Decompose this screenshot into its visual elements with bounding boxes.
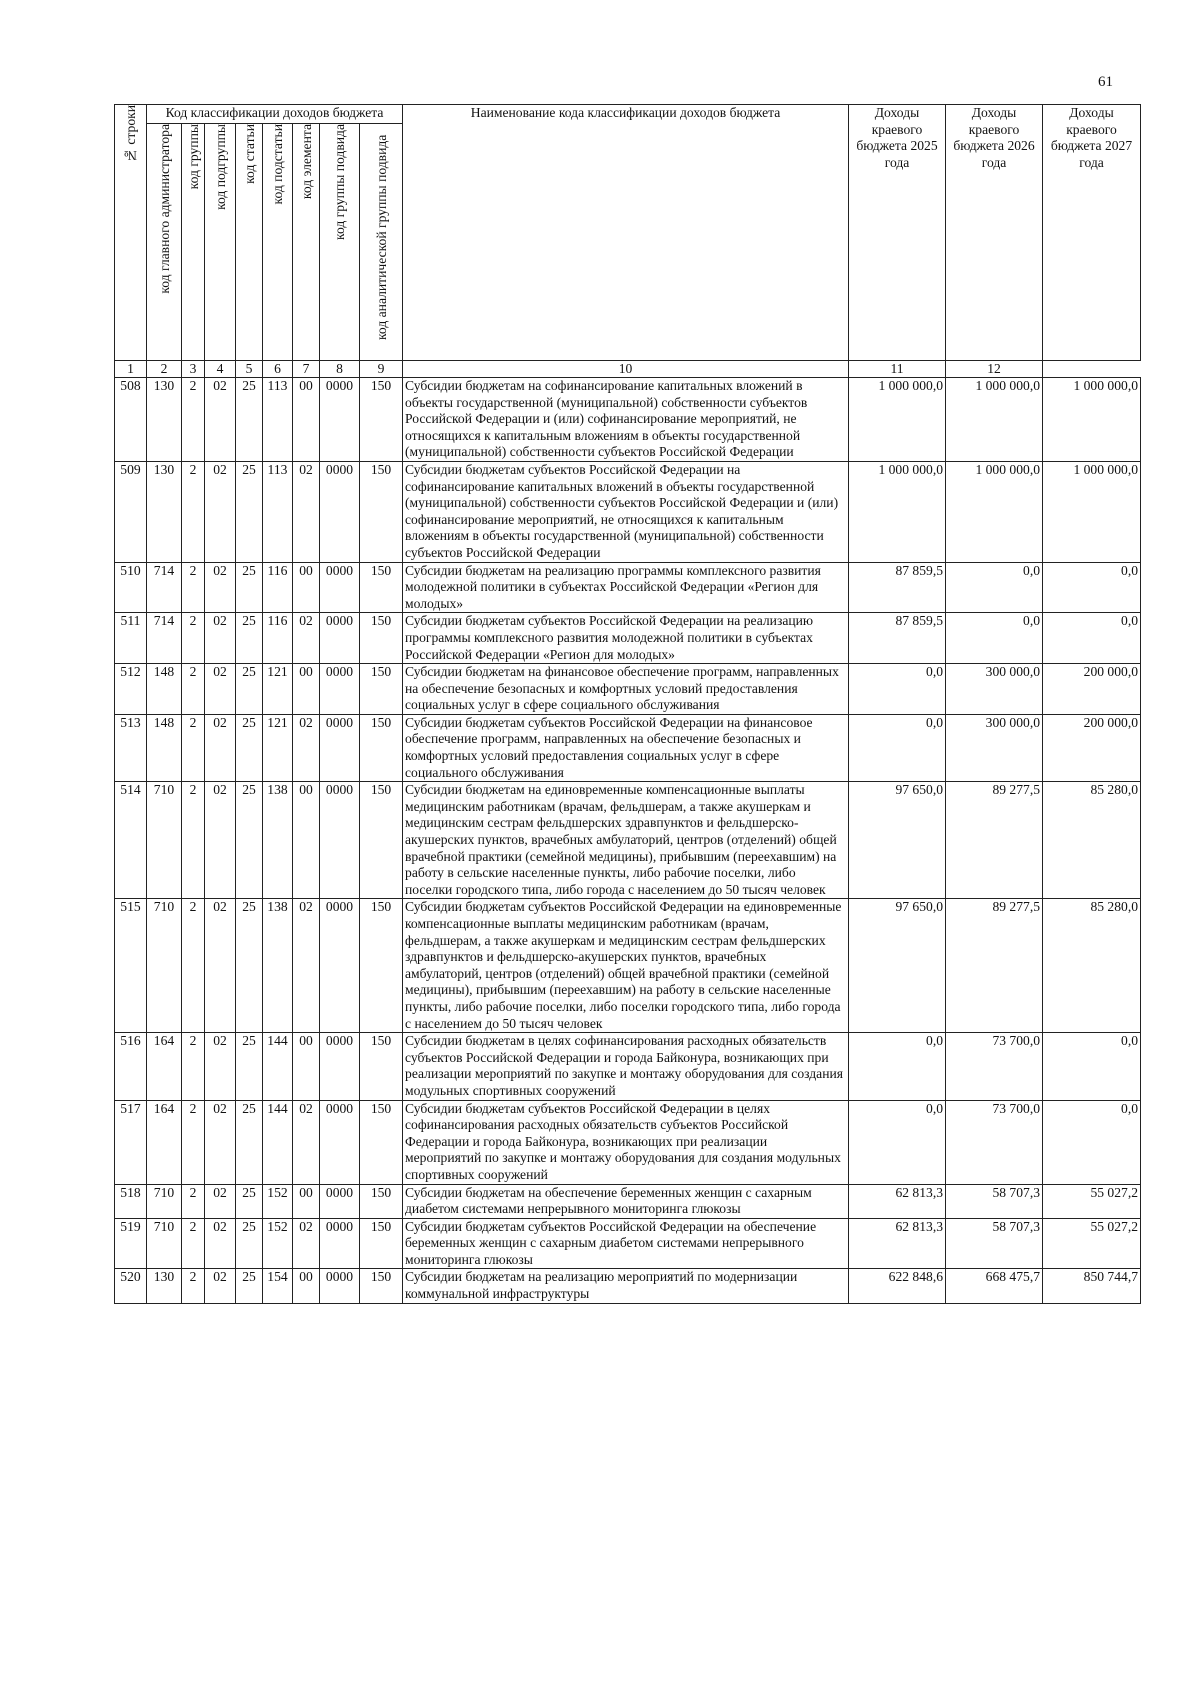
cell-code-analytic-group: 150 [360,899,403,1033]
cell-code-element: 00 [293,1184,320,1218]
table-row [115,1218,1141,1269]
cell-code-element: 02 [293,1218,320,1269]
column-number: 5 [236,361,263,378]
cell-code-subgroup: 02 [205,1269,236,1303]
cell-code-subgroup: 02 [205,1100,236,1184]
cell-income-2027: 0,0 [1043,613,1141,664]
header-income-2027: Доходы краевого бюджета 2027 года [1043,105,1141,361]
cell-code-element: 00 [293,378,320,462]
cell-code-subtype-group: 0000 [320,378,360,462]
cell-income-2027: 55 027,2 [1043,1184,1141,1218]
cell-code-group: 2 [182,1184,205,1218]
table-body [115,378,1141,1304]
cell-code-element: 02 [293,1100,320,1184]
page-number: 61 [1098,74,1113,90]
cell-code-group: 2 [182,782,205,899]
cell-income-2027: 850 744,7 [1043,1269,1141,1303]
cell-code-subgroup: 02 [205,1033,236,1100]
cell-code-subtype-group: 0000 [320,714,360,781]
cell-income-2026: 73 700,0 [946,1100,1043,1184]
cell-income-2026: 300 000,0 [946,664,1043,715]
cell-code-subarticle: 144 [263,1100,293,1184]
cell-code-analytic-group: 150 [360,1269,403,1303]
column-number: 1 [115,361,147,378]
header-code-subgroup: код подгруппы [205,124,236,361]
row-number: 519 [115,1218,147,1269]
cell-income-2027: 200 000,0 [1043,664,1141,715]
cell-code-subarticle: 154 [263,1269,293,1303]
cell-code-analytic-group: 150 [360,1218,403,1269]
cell-code-analytic-group: 150 [360,461,403,562]
row-number: 516 [115,1033,147,1100]
cell-code-article: 25 [236,461,263,562]
cell-code-subarticle: 113 [263,461,293,562]
cell-income-2027: 85 280,0 [1043,782,1141,899]
cell-income-2026: 0,0 [946,562,1043,613]
row-number: 520 [115,1269,147,1303]
cell-code-element: 00 [293,1033,320,1100]
cell-code-admin: 710 [147,899,182,1033]
header-code-subarticle: код подстатьи [263,124,293,361]
cell-name: Субсидии бюджетам субъектов Российской Федерации на реализацию программы комплексного развития молодежной политики в субъектах Российской Федерации «Регион для молодых» [403,613,849,664]
table-row [115,782,1141,899]
cell-income-2027: 0,0 [1043,1100,1141,1184]
cell-code-group: 2 [182,461,205,562]
table-row [115,461,1141,562]
row-number: 514 [115,782,147,899]
cell-code-subtype-group: 0000 [320,899,360,1033]
cell-code-subtype-group: 0000 [320,664,360,715]
cell-code-article: 25 [236,1218,263,1269]
cell-code-analytic-group: 150 [360,714,403,781]
cell-code-subarticle: 144 [263,1033,293,1100]
cell-name: Субсидии бюджетам субъектов Российской Федерации на единовременные компенсационные выплаты медицинским работникам (врачам, фельдшерам, а также акушеркам и медицинским сестрам фельдшерских здравпунктов и фельдшерско-акушерских пунктов, врачебных амбулаторий, центров (отделений) общей врачебной практики (семейной медицины), прибывшим (переехавшим) на работу в сельские населенные пункты, либо рабочие поселки, либо поселки городского типа, либо города с населением до 50 тысяч человек [403,899,849,1033]
cell-code-subarticle: 113 [263,378,293,462]
header-code-analytic-group: код аналитической группы подвида [360,124,403,361]
table-row [115,562,1141,613]
cell-code-subarticle: 152 [263,1184,293,1218]
cell-code-admin: 714 [147,562,182,613]
cell-name: Субсидии бюджетам субъектов Российской Федерации на финансовое обеспечение программ, направленных на обеспечение безопасных и комфортных условий предоставления социальных услуг в сфере социального обслуживания [403,714,849,781]
cell-code-admin: 164 [147,1033,182,1100]
header-code-element: код элемента [293,124,320,361]
header-code-subtype-group: код группы подвида [320,124,360,361]
cell-code-subgroup: 02 [205,1218,236,1269]
cell-code-group: 2 [182,1033,205,1100]
row-number: 513 [115,714,147,781]
cell-income-2025: 0,0 [849,1100,946,1184]
table-row [115,378,1141,462]
cell-code-article: 25 [236,1033,263,1100]
cell-code-element: 02 [293,714,320,781]
column-number: 12 [946,361,1043,378]
table-row [115,1033,1141,1100]
cell-income-2025: 0,0 [849,1033,946,1100]
cell-income-2026: 58 707,3 [946,1184,1043,1218]
row-number: 509 [115,461,147,562]
cell-code-article: 25 [236,562,263,613]
column-number: 7 [293,361,320,378]
column-number: 9 [360,361,403,378]
cell-code-subgroup: 02 [205,664,236,715]
cell-income-2026: 58 707,3 [946,1218,1043,1269]
cell-name: Субсидии бюджетам субъектов Российской Федерации в целях софинансирования расходных обязательств субъектов Российской Федерации и города Байконура, возникающих при реализации мероприятий по закупке и монтажу оборудования для создания модульных спортивных сооружений [403,1100,849,1184]
cell-name: Субсидии бюджетам субъектов Российской Федерации на софинансирование капитальных вложений в объекты государственной (муниципальной) собственности субъектов Российской Федерации и (или) софинансирование мероприятий, не относящихся к капитальным вложениям в объекты государственной (муниципальной) собственности субъектов Российской Федерации [403,461,849,562]
cell-income-2026: 668 475,7 [946,1269,1043,1303]
cell-name: Субсидии бюджетам на реализацию мероприятий по модернизации коммунальной инфраструктуры [403,1269,849,1303]
cell-code-subtype-group: 0000 [320,782,360,899]
cell-code-analytic-group: 150 [360,1100,403,1184]
cell-code-subgroup: 02 [205,461,236,562]
header-classification-group: Код классификации доходов бюджета [147,105,403,124]
cell-code-subgroup: 02 [205,562,236,613]
column-number: 10 [403,361,849,378]
cell-code-group: 2 [182,613,205,664]
cell-code-subarticle: 116 [263,562,293,613]
cell-income-2026: 89 277,5 [946,782,1043,899]
cell-name: Субсидии бюджетам субъектов Российской Федерации на обеспечение беременных женщин с сахарным диабетом системами непрерывного мониторинга глюкозы [403,1218,849,1269]
budget-income-table [114,104,1141,1304]
cell-code-admin: 710 [147,782,182,899]
cell-name: Субсидии бюджетам на софинансирование капитальных вложений в объекты государственной (муниципальной) собственности субъектов Российской Федерации и (или) софинансирование мероприятий, не относящихся к капитальным вложениям в объекты государственной (муниципальной) собственности субъектов Российской Федерации [403,378,849,462]
cell-code-group: 2 [182,664,205,715]
row-number: 512 [115,664,147,715]
cell-income-2025: 97 650,0 [849,782,946,899]
cell-code-subtype-group: 0000 [320,562,360,613]
header-row-no: № строки [115,105,147,361]
cell-code-admin: 164 [147,1100,182,1184]
cell-code-article: 25 [236,613,263,664]
cell-income-2027: 1 000 000,0 [1043,378,1141,462]
cell-code-element: 02 [293,613,320,664]
column-number: 3 [182,361,205,378]
cell-code-article: 25 [236,378,263,462]
cell-code-analytic-group: 150 [360,562,403,613]
cell-name: Субсидии бюджетам на единовременные компенсационные выплаты медицинским работникам (врачам, фельдшерам, а также акушеркам и медицинским сестрам фельдшерских здравпунктов и фельдшерско-акушерских пунктов, врачебных амбулаторий, центров (отделений) общей врачебной практики (семейной медицины), прибывшим (переехавшим) на работу в сельские населенные пункты, либо рабочие поселки, либо поселки городского типа, либо города с населением до 50 тысяч человек [403,782,849,899]
cell-code-article: 25 [236,782,263,899]
cell-code-article: 25 [236,899,263,1033]
row-number: 510 [115,562,147,613]
cell-code-analytic-group: 150 [360,664,403,715]
header-code-admin: код главного администратора [147,124,182,361]
cell-code-group: 2 [182,562,205,613]
cell-income-2026: 300 000,0 [946,714,1043,781]
cell-code-subtype-group: 0000 [320,1184,360,1218]
cell-name: Субсидии бюджетам на реализацию программы комплексного развития молодежной политики в субъектах Российской Федерации «Регион для молодых» [403,562,849,613]
table-row [115,664,1141,715]
cell-income-2025: 1 000 000,0 [849,378,946,462]
cell-code-admin: 148 [147,664,182,715]
cell-income-2025: 87 859,5 [849,562,946,613]
cell-code-group: 2 [182,899,205,1033]
cell-code-subgroup: 02 [205,1184,236,1218]
column-number: 4 [205,361,236,378]
cell-code-element: 00 [293,664,320,715]
cell-code-article: 25 [236,1184,263,1218]
cell-code-subgroup: 02 [205,782,236,899]
cell-code-subgroup: 02 [205,714,236,781]
cell-code-subtype-group: 0000 [320,1100,360,1184]
cell-code-analytic-group: 150 [360,613,403,664]
cell-code-element: 02 [293,899,320,1033]
table-row [115,1269,1141,1303]
cell-code-subarticle: 152 [263,1218,293,1269]
cell-code-element: 02 [293,461,320,562]
cell-code-article: 25 [236,664,263,715]
cell-income-2027: 55 027,2 [1043,1218,1141,1269]
cell-name: Субсидии бюджетам на финансовое обеспечение программ, направленных на обеспечение безопасных и комфортных условий предоставления социальных услуг в сфере социального обслуживания [403,664,849,715]
cell-code-subtype-group: 0000 [320,1269,360,1303]
cell-income-2025: 622 848,6 [849,1269,946,1303]
column-numbers-row [115,361,1141,378]
cell-code-subarticle: 116 [263,613,293,664]
cell-income-2025: 1 000 000,0 [849,461,946,562]
cell-code-admin: 710 [147,1184,182,1218]
table-row [115,613,1141,664]
cell-code-article: 25 [236,1269,263,1303]
row-number: 517 [115,1100,147,1184]
cell-name: Субсидии бюджетам в целях софинансирования расходных обязательств субъектов Российской Федерации и города Байконура, возникающих при реализации мероприятий по закупке и монтажу оборудования для создания модульных спортивных сооружений [403,1033,849,1100]
cell-income-2027: 0,0 [1043,562,1141,613]
row-number: 511 [115,613,147,664]
cell-code-analytic-group: 150 [360,378,403,462]
column-number: 6 [263,361,293,378]
cell-code-subgroup: 02 [205,378,236,462]
header-code-group: код группы [182,124,205,361]
table-row [115,1100,1141,1184]
cell-code-element: 00 [293,782,320,899]
cell-income-2026: 1 000 000,0 [946,378,1043,462]
table-row [115,899,1141,1033]
header-income-2026: Доходы краевого бюджета 2026 года [946,105,1043,361]
column-number: 11 [849,361,946,378]
cell-income-2027: 1 000 000,0 [1043,461,1141,562]
cell-income-2026: 89 277,5 [946,899,1043,1033]
cell-code-group: 2 [182,714,205,781]
cell-code-analytic-group: 150 [360,1184,403,1218]
cell-income-2025: 0,0 [849,714,946,781]
cell-code-admin: 130 [147,1269,182,1303]
cell-code-article: 25 [236,1100,263,1184]
cell-code-subgroup: 02 [205,899,236,1033]
header-name-column: Наименование кода классификации доходов бюджета [403,105,849,361]
cell-code-subtype-group: 0000 [320,1218,360,1269]
column-number: 2 [147,361,182,378]
cell-income-2026: 73 700,0 [946,1033,1043,1100]
cell-code-group: 2 [182,378,205,462]
row-number: 508 [115,378,147,462]
cell-code-subarticle: 121 [263,664,293,715]
cell-income-2027: 85 280,0 [1043,899,1141,1033]
cell-code-subarticle: 121 [263,714,293,781]
table-row [115,714,1141,781]
cell-income-2025: 87 859,5 [849,613,946,664]
cell-income-2026: 0,0 [946,613,1043,664]
cell-code-admin: 130 [147,378,182,462]
cell-code-element: 00 [293,1269,320,1303]
cell-code-admin: 130 [147,461,182,562]
cell-income-2027: 0,0 [1043,1033,1141,1100]
cell-code-admin: 710 [147,1218,182,1269]
cell-code-analytic-group: 150 [360,1033,403,1100]
cell-income-2025: 62 813,3 [849,1184,946,1218]
cell-code-analytic-group: 150 [360,782,403,899]
cell-code-subarticle: 138 [263,899,293,1033]
header-code-article: код статьи [236,124,263,361]
cell-code-group: 2 [182,1269,205,1303]
cell-code-admin: 148 [147,714,182,781]
header-income-2025: Доходы краевого бюджета 2025 года [849,105,946,361]
column-number: 8 [320,361,360,378]
cell-code-subtype-group: 0000 [320,461,360,562]
cell-code-admin: 714 [147,613,182,664]
cell-income-2027: 200 000,0 [1043,714,1141,781]
cell-code-subarticle: 138 [263,782,293,899]
cell-income-2026: 1 000 000,0 [946,461,1043,562]
cell-code-subtype-group: 0000 [320,1033,360,1100]
cell-code-group: 2 [182,1100,205,1184]
cell-name: Субсидии бюджетам на обеспечение беременных женщин с сахарным диабетом системами непрерывного мониторинга глюкозы [403,1184,849,1218]
row-number: 518 [115,1184,147,1218]
cell-code-subtype-group: 0000 [320,613,360,664]
cell-code-element: 00 [293,562,320,613]
row-number: 515 [115,899,147,1033]
cell-code-subgroup: 02 [205,613,236,664]
cell-code-group: 2 [182,1218,205,1269]
cell-income-2025: 0,0 [849,664,946,715]
table-row [115,1184,1141,1218]
cell-income-2025: 62 813,3 [849,1218,946,1269]
cell-code-article: 25 [236,714,263,781]
cell-income-2025: 97 650,0 [849,899,946,1033]
